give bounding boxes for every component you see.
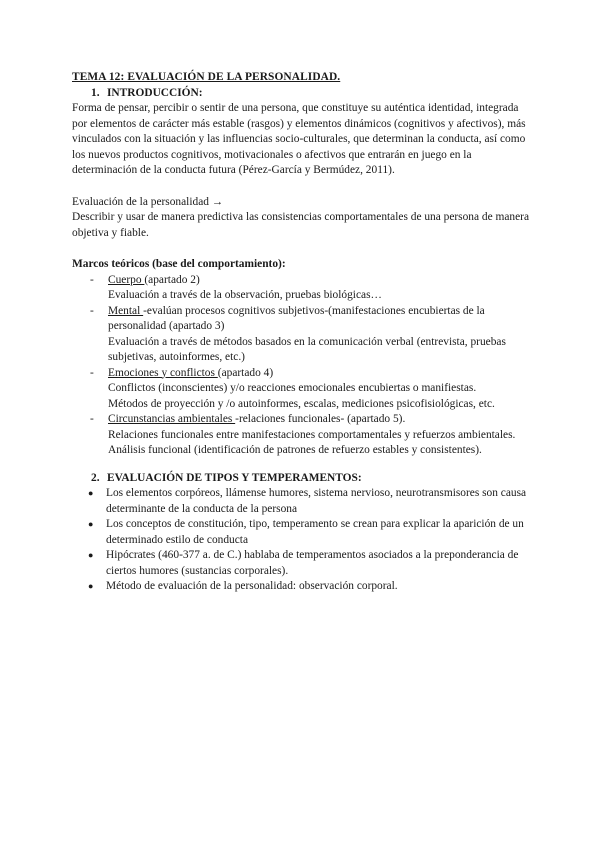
- marco-item: [72, 412, 532, 459]
- bullet-text: Los elementos corpóreos, llámense humores, sistema nervioso, neurotransmisores son causa determinante de la conducta de la persona: [106, 487, 527, 515]
- bullet-icon: ●: [88, 581, 94, 591]
- dash-marker: -: [90, 366, 94, 379]
- section-2-heading: [72, 471, 532, 487]
- bullet-text: Método de evaluación de la personalidad: observación corporal.: [106, 580, 398, 592]
- marco-description: Evaluación a través de la observación, pruebas biológicas…: [108, 289, 382, 301]
- section-2-title: EVALUACIÓN DE TIPOS Y TEMPERAMENTOS:: [107, 471, 362, 484]
- section-1-title: INTRODUCCIÓN:: [107, 86, 203, 99]
- bullet-text: Hipócrates (460-377 a. de C.) hablaba de temperamentos asociados a la preponderancia de ciertos humores (sustancias corporales).: [106, 549, 519, 577]
- bullet-icon: ●: [88, 488, 94, 498]
- marco-term: Circunstancias ambientales: [108, 413, 236, 425]
- section-1-number: 1.: [91, 86, 100, 99]
- marco-item: [72, 304, 532, 366]
- dash-marker: -: [90, 304, 94, 317]
- section-1-heading: [72, 86, 532, 102]
- marco-detail: -relaciones funcionales- (apartado 5).: [235, 413, 406, 425]
- bullet-item: [72, 548, 532, 579]
- personality-definition: Forma de pensar, percibir o sentir de una persona, que constituye su auténtica identidad, integrada por elementos de carácter más estable (rasgos) y elementos dinámicos (cognitivos y afectivos), más vinculados con la situación y las influencias socio-culturales, que determinan la conducta, así como los nuevos productos cognitivos, motivacionales o afectivos que entrarán en juego en la determinación de la conducta futura (Pérez-García y Bermúdez, 2011).: [72, 102, 526, 176]
- marco-description: Evaluación a través de métodos basados en la comunicación verbal (entrevista, pruebas subjetivas, autoinformes, etc.): [108, 335, 506, 363]
- bullet-list: [72, 486, 532, 595]
- bullet-item: [72, 579, 532, 595]
- bullet-item: [72, 517, 532, 548]
- section-2-number: 2.: [91, 471, 100, 484]
- bullet-icon: ●: [88, 550, 94, 560]
- dash-marker: -: [90, 273, 94, 286]
- marco-detail: -evalúan procesos cognitivos subjetivos-(manifestaciones encubiertas de la personalidad (apartado 3): [108, 304, 485, 332]
- evaluation-text: Describir y usar de manera predictiva las consistencias comportamentales de una persona de manera objetiva y fiable.: [72, 211, 530, 239]
- marco-detail: (apartado 4): [217, 366, 274, 379]
- marco-term: Emociones y conflictos: [108, 366, 218, 379]
- bullet-text: Los conceptos de constitución, tipo, temperamento se crean para explicar la aparición de un determinado estilo de conducta: [106, 518, 524, 546]
- marcos-list: [72, 273, 532, 459]
- evaluation-label: Evaluación de la personalidad →: [72, 195, 224, 208]
- marco-term: Mental: [108, 304, 144, 317]
- marco-description: Conflictos (inconscientes) y/o reacciones emocionales encubiertas o manifiestas.: [108, 382, 477, 394]
- marco-item: [72, 366, 532, 413]
- bullet-icon: ●: [88, 519, 94, 529]
- marcos-heading: Marcos teóricos (base del comportamiento):: [72, 258, 286, 270]
- marco-detail: (apartado 2): [144, 273, 200, 286]
- dash-marker: -: [90, 413, 94, 425]
- marco-item: [72, 273, 532, 304]
- marco-description: Relaciones funcionales entre manifestaciones comportamentales y refuerzos ambientales.: [108, 428, 516, 441]
- marco-term: Cuerpo: [108, 273, 145, 286]
- marco-description: Métodos de proyección y /o autoinformes, escalas, mediciones psicofisiológicas, etc.: [108, 397, 495, 410]
- document-page: [72, 70, 532, 595]
- bullet-item: [72, 486, 532, 517]
- marco-description: Análisis funcional (identificación de patrones de refuerzo estables y consistentes).: [108, 444, 482, 456]
- document-title: TEMA 12: EVALUACIÓN DE LA PERSONALIDAD.: [72, 71, 341, 83]
